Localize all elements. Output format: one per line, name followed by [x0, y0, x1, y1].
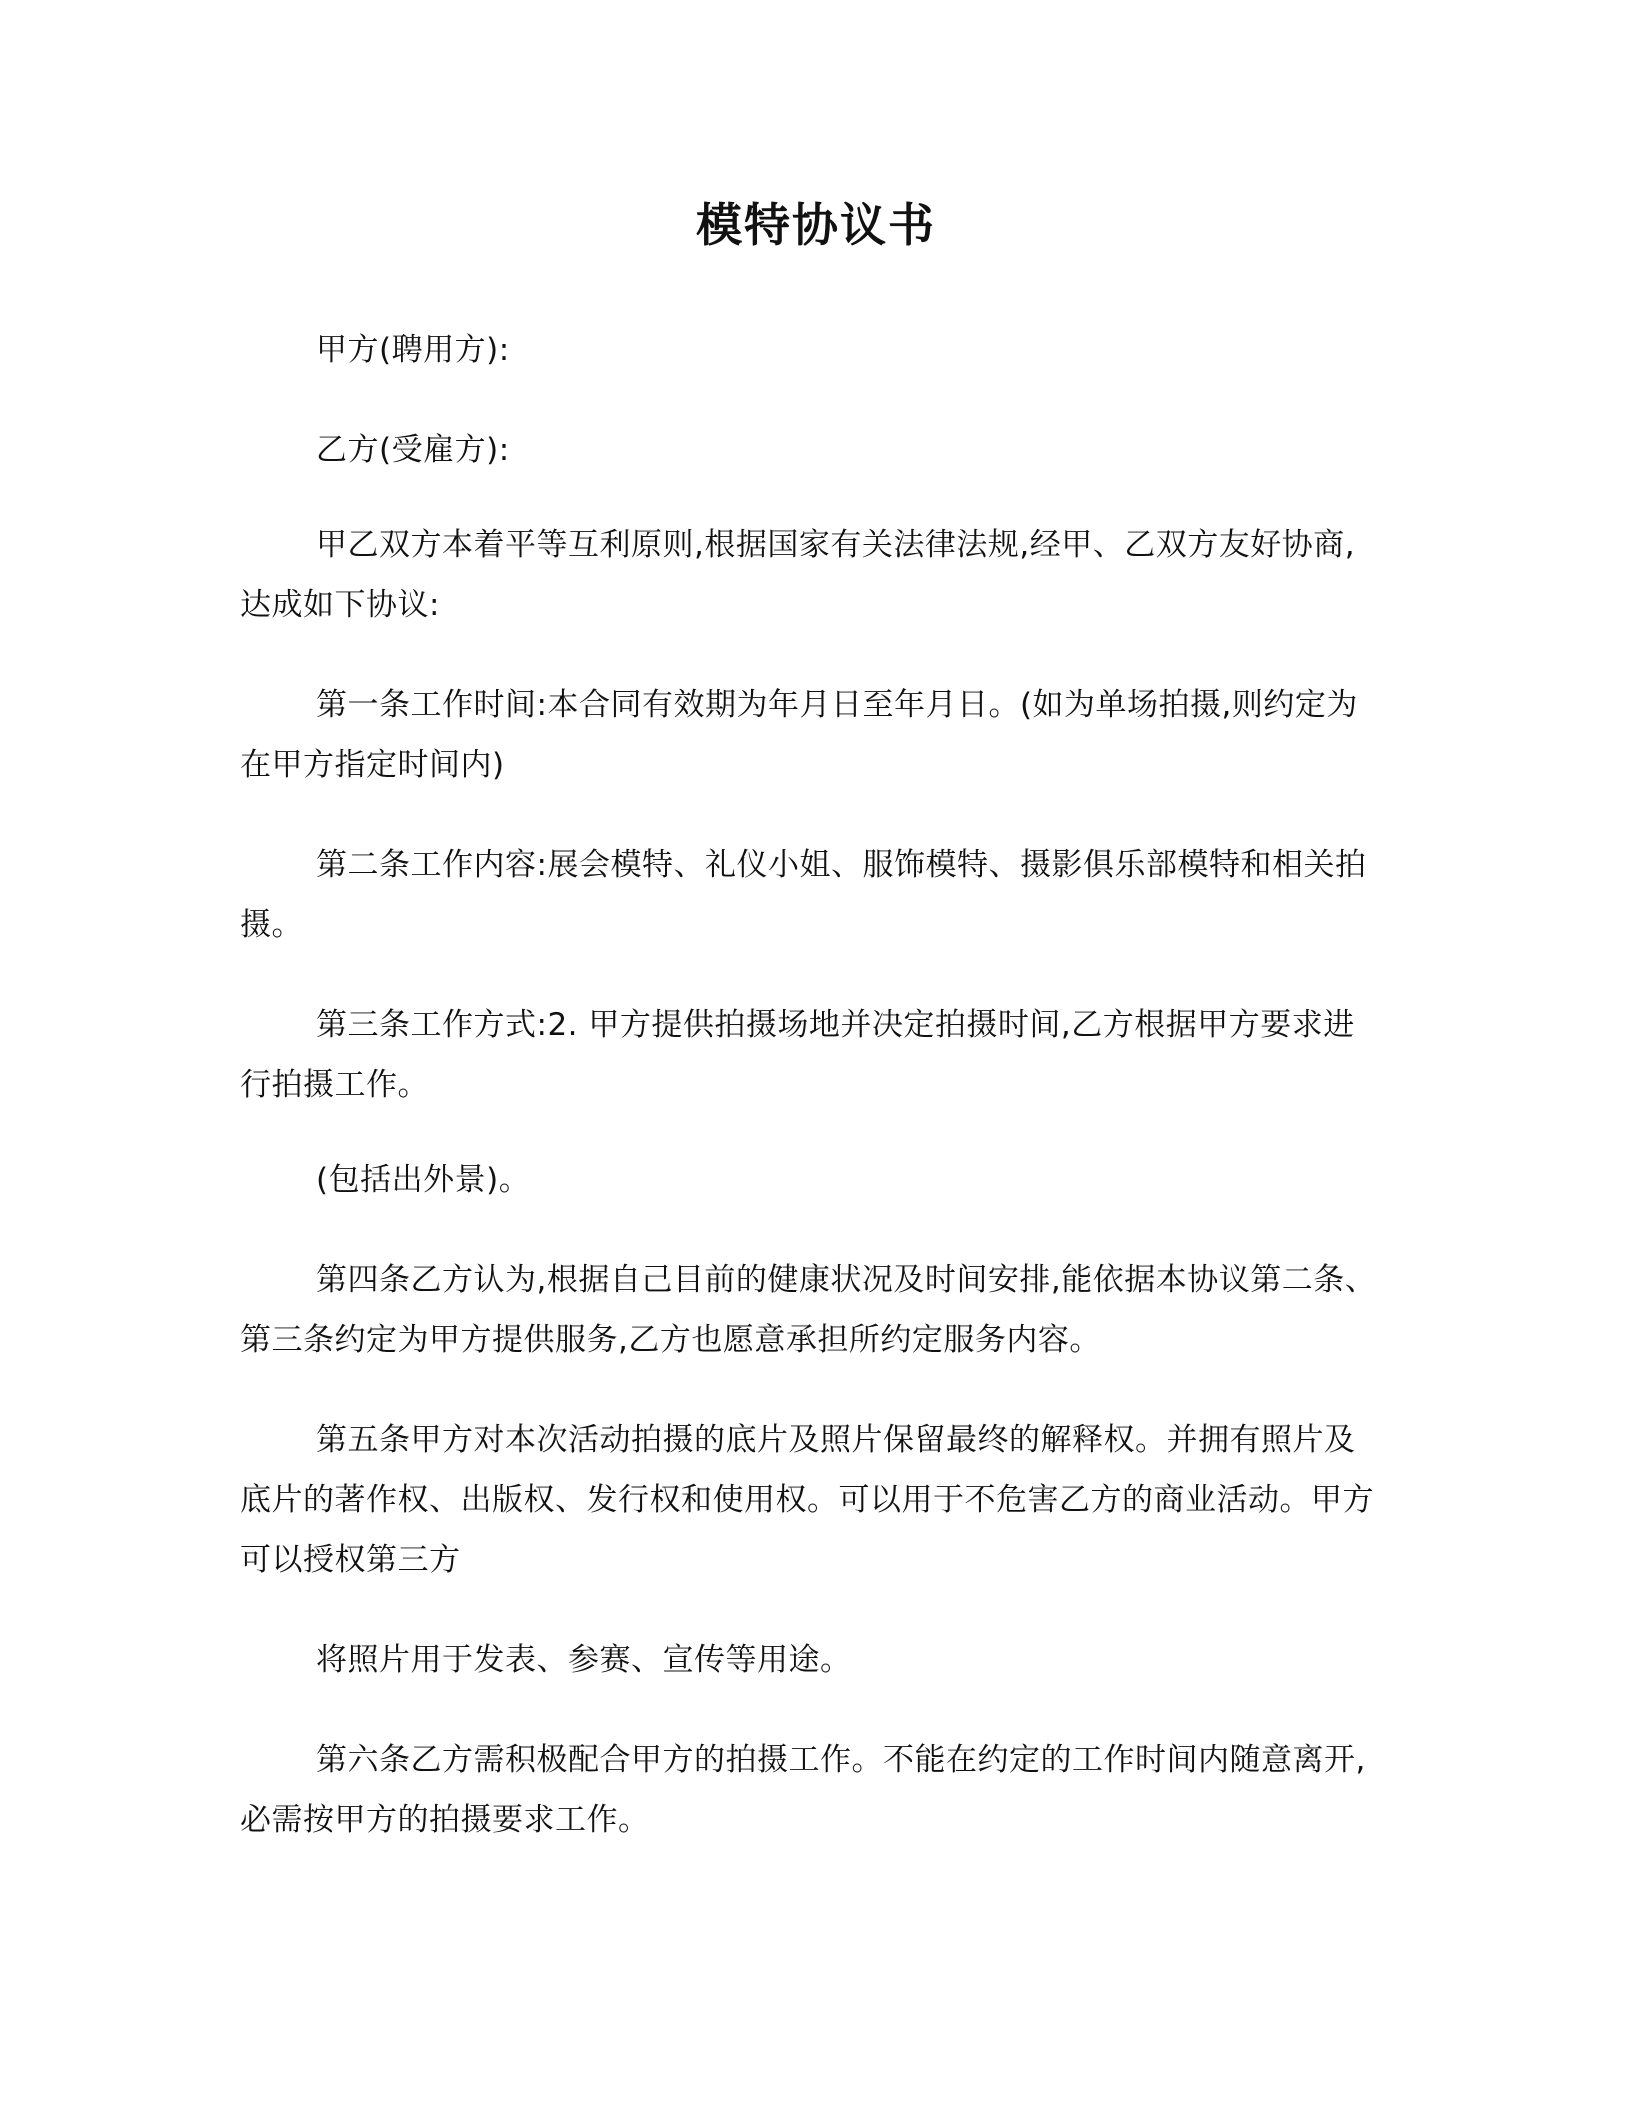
article-3-continuation: (包括出外景)。 — [316, 1162, 531, 1198]
article-1-paragraph: 第一条工作时间:本合同有效期为年月日至年月日。(如为单场拍摄,则约定为在甲方指定时间内) — [240, 687, 1358, 783]
party-b-line: 乙方(受雇方): — [316, 432, 510, 468]
preamble-paragraph: 甲乙双方本着平等互利原则,根据国家有关法律法规,经甲、乙双方友好协商,达成如下协议: — [240, 527, 1356, 623]
article-6-paragraph: 第六条乙方需积极配合甲方的拍摄工作。不能在约定的工作时间内随意离开,必需按甲方的拍摄要求工作。 — [240, 1742, 1366, 1838]
article-2-paragraph: 第二条工作内容:展会模特、礼仪小姐、服饰模特、摄影俱乐部模特和相关拍摄。 — [240, 847, 1367, 943]
party-a-line: 甲方(聘用方): — [316, 332, 510, 368]
document-title: 模特协议书 — [696, 198, 936, 252]
article-4-paragraph: 第四条乙方认为,根据自己目前的健康状况及时间安排,能依据本协议第二条、第三条约定为甲方提供服务,乙方也愿意承担所约定服务内容。 — [240, 1262, 1377, 1358]
article-5-continuation: 将照片用于发表、参赛、宣传等用途。 — [316, 1642, 852, 1678]
article-5-paragraph: 第五条甲方对本次活动拍摄的底片及照片保留最终的解释权。并拥有照片及底片的著作权、出版权、发行权和使用权。可以用于不危害乙方的商业活动。甲方可以授权第三方 — [240, 1422, 1374, 1578]
article-3-paragraph: 第三条工作方式:2. 甲方提供拍摄场地并决定拍摄时间,乙方根据甲方要求进行拍摄工作。 — [240, 1007, 1355, 1103]
